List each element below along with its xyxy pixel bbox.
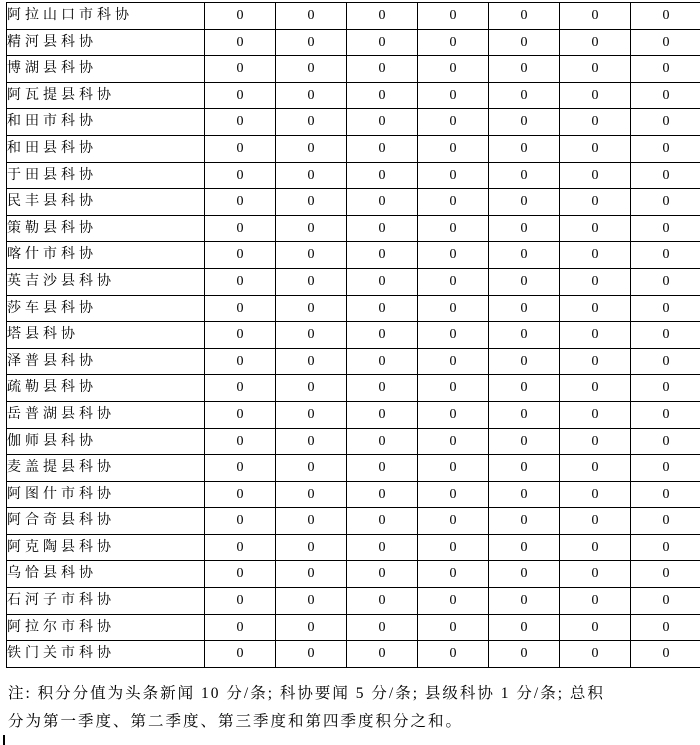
score-cell: 0 [347,162,418,189]
score-cell: 0 [560,561,631,588]
score-cell: 0 [560,534,631,561]
score-cell: 0 [631,348,700,375]
score-cell: 0 [560,215,631,242]
table-row [7,428,700,455]
org-name-cell: 铁门关市科协 [7,641,205,668]
score-cell: 0 [489,614,560,641]
org-name-cell: 喀什市科协 [7,242,205,269]
score-cell: 0 [418,162,489,189]
footnote-line-2: 分为第一季度、第二季度、第三季度和第四季度积分之和。 [8,713,464,730]
org-name-cell: 阿图什市科协 [7,481,205,508]
table-row [7,401,700,428]
score-cell: 0 [347,481,418,508]
table-row [7,109,700,136]
org-name-cell: 于田县科协 [7,162,205,189]
score-cell: 0 [418,588,489,615]
table-row [7,268,700,295]
score-cell: 0 [205,641,276,668]
score-cell: 0 [347,614,418,641]
score-cell: 0 [631,189,700,216]
score-cell: 0 [489,348,560,375]
score-cell: 0 [489,641,560,668]
score-cell: 0 [560,29,631,56]
score-cell: 0 [205,162,276,189]
score-cell: 0 [276,614,347,641]
score-cell: 0 [347,109,418,136]
table-row [7,588,700,615]
score-cell: 0 [347,29,418,56]
score-cell: 0 [418,56,489,83]
score-cell: 0 [489,135,560,162]
score-cell: 0 [347,3,418,30]
table-row [7,375,700,402]
score-cell: 0 [418,561,489,588]
score-cell: 0 [276,534,347,561]
org-name-cell: 疏勒县科协 [7,375,205,402]
footnote-line-1: 注: 积分分值为头条新闻 10 分/条; 科协要闻 5 分/条; 县级科协 1 分/条; 总积 [8,685,605,702]
score-cell: 0 [418,481,489,508]
score-cell: 0 [560,588,631,615]
org-name-cell: 乌恰县科协 [7,561,205,588]
score-cell: 0 [631,242,700,269]
score-cell: 0 [489,3,560,30]
score-cell: 0 [205,508,276,535]
table-row [7,455,700,482]
score-cell: 0 [418,534,489,561]
score-cell: 0 [276,428,347,455]
score-cell: 0 [489,375,560,402]
score-cell: 0 [489,56,560,83]
score-cell: 0 [347,561,418,588]
table-row [7,295,700,322]
org-name-cell: 精河县科协 [7,29,205,56]
score-cell: 0 [276,348,347,375]
score-cell: 0 [418,29,489,56]
score-cell: 0 [489,534,560,561]
score-cell: 0 [560,82,631,109]
score-cell: 0 [205,481,276,508]
score-cell: 0 [631,588,700,615]
score-cell: 0 [631,428,700,455]
score-cell: 0 [418,268,489,295]
score-cell: 0 [489,189,560,216]
org-name-cell: 策勒县科协 [7,215,205,242]
org-name-cell: 麦盖提县科协 [7,455,205,482]
score-cell: 0 [347,56,418,83]
score-cell: 0 [205,56,276,83]
score-cell: 0 [347,242,418,269]
score-cell: 0 [631,215,700,242]
score-cell: 0 [560,109,631,136]
score-cell: 0 [347,215,418,242]
table-row [7,641,700,668]
score-cell: 0 [560,481,631,508]
table-row [7,348,700,375]
score-cell: 0 [631,295,700,322]
score-cell: 0 [631,162,700,189]
score-cell: 0 [631,481,700,508]
score-cell: 0 [489,295,560,322]
score-cell: 0 [276,162,347,189]
score-cell: 0 [560,242,631,269]
table-row [7,82,700,109]
score-cell: 0 [276,82,347,109]
score-cell: 0 [205,375,276,402]
score-cell: 0 [205,428,276,455]
score-cell: 0 [560,322,631,349]
score-cell: 0 [205,135,276,162]
score-cell: 0 [418,295,489,322]
score-cell: 0 [560,295,631,322]
score-cell: 0 [347,322,418,349]
org-name-cell: 石河子市科协 [7,588,205,615]
org-name-cell: 阿合奇县科协 [7,508,205,535]
score-cell: 0 [489,322,560,349]
score-cell: 0 [418,455,489,482]
score-cell: 0 [205,268,276,295]
score-cell: 0 [205,109,276,136]
score-cell: 0 [631,3,700,30]
org-name-cell: 岳普湖县科协 [7,401,205,428]
score-cell: 0 [418,135,489,162]
score-cell: 0 [276,375,347,402]
table-row [7,215,700,242]
score-cell: 0 [418,401,489,428]
score-cell: 0 [631,29,700,56]
score-cell: 0 [418,614,489,641]
score-cell: 0 [631,455,700,482]
score-cell: 0 [560,375,631,402]
score-cell: 0 [276,641,347,668]
score-cell: 0 [560,401,631,428]
table-row [7,242,700,269]
org-name-cell: 塔县科协 [7,322,205,349]
org-name-cell: 阿拉尔市科协 [7,614,205,641]
org-name-cell: 阿拉山口市科协 [7,3,205,30]
table-row [7,614,700,641]
score-cell: 0 [205,189,276,216]
score-cell: 0 [347,508,418,535]
score-cell: 0 [631,82,700,109]
score-cell: 0 [347,428,418,455]
table-row [7,534,700,561]
score-cell: 0 [276,508,347,535]
score-cell: 0 [560,641,631,668]
score-cell: 0 [276,455,347,482]
score-cell: 0 [489,215,560,242]
score-cell: 0 [489,29,560,56]
score-cell: 0 [489,401,560,428]
score-cell: 0 [560,56,631,83]
score-table [6,2,700,668]
score-cell: 0 [347,534,418,561]
table-row [7,481,700,508]
score-cell: 0 [205,614,276,641]
score-cell: 0 [276,189,347,216]
score-cell: 0 [347,348,418,375]
score-cell: 0 [276,215,347,242]
score-cell: 0 [205,295,276,322]
score-cell: 0 [347,401,418,428]
score-cell: 0 [489,82,560,109]
score-cell: 0 [560,268,631,295]
score-cell: 0 [418,375,489,402]
score-cell: 0 [560,162,631,189]
score-cell: 0 [276,481,347,508]
score-cell: 0 [489,561,560,588]
org-name-cell: 博湖县科协 [7,56,205,83]
table-row [7,56,700,83]
score-cell: 0 [489,481,560,508]
score-cell: 0 [347,82,418,109]
org-name-cell: 和田县科协 [7,135,205,162]
score-cell: 0 [205,29,276,56]
footnote [8,680,696,736]
score-cell: 0 [560,428,631,455]
org-name-cell: 泽普县科协 [7,348,205,375]
org-name-cell: 英吉沙县科协 [7,268,205,295]
score-cell: 0 [489,455,560,482]
score-cell: 0 [347,455,418,482]
score-cell: 0 [276,3,347,30]
score-cell: 0 [205,348,276,375]
org-name-cell: 阿克陶县科协 [7,534,205,561]
table-row [7,162,700,189]
score-cell: 0 [418,189,489,216]
score-cell: 0 [631,401,700,428]
score-cell: 0 [418,109,489,136]
text-cursor [3,735,5,745]
score-cell: 0 [276,295,347,322]
score-cell: 0 [347,135,418,162]
score-cell: 0 [205,3,276,30]
org-name-cell: 民丰县科协 [7,189,205,216]
score-cell: 0 [418,508,489,535]
score-cell: 0 [489,508,560,535]
score-cell: 0 [276,561,347,588]
score-cell: 0 [418,322,489,349]
score-cell: 0 [347,189,418,216]
score-cell: 0 [347,641,418,668]
score-cell: 0 [276,109,347,136]
score-cell: 0 [418,428,489,455]
org-name-cell: 伽师县科协 [7,428,205,455]
table-row [7,3,700,30]
table-row [7,322,700,349]
score-cell: 0 [560,3,631,30]
score-cell: 0 [276,242,347,269]
score-cell: 0 [347,295,418,322]
score-cell: 0 [560,508,631,535]
score-cell: 0 [205,242,276,269]
score-cell: 0 [560,348,631,375]
score-cell: 0 [205,455,276,482]
table-row [7,561,700,588]
score-cell: 0 [205,534,276,561]
score-cell: 0 [560,135,631,162]
score-cell: 0 [276,135,347,162]
score-cell: 0 [418,242,489,269]
score-cell: 0 [489,242,560,269]
score-cell: 0 [418,348,489,375]
score-cell: 0 [631,322,700,349]
score-cell: 0 [489,162,560,189]
score-cell: 0 [205,561,276,588]
score-cell: 0 [631,614,700,641]
score-cell: 0 [631,561,700,588]
score-cell: 0 [347,268,418,295]
table-row [7,135,700,162]
table-row [7,508,700,535]
score-cell: 0 [347,375,418,402]
score-cell: 0 [489,109,560,136]
score-cell: 0 [631,109,700,136]
score-cell: 0 [276,268,347,295]
score-cell: 0 [276,588,347,615]
table-row [7,189,700,216]
score-cell: 0 [560,189,631,216]
score-cell: 0 [276,322,347,349]
score-cell: 0 [631,56,700,83]
score-cell: 0 [489,428,560,455]
score-cell: 0 [418,82,489,109]
score-cell: 0 [205,322,276,349]
score-cell: 0 [347,588,418,615]
score-cell: 0 [631,135,700,162]
score-table-body [7,3,700,668]
org-name-cell: 阿瓦提县科协 [7,82,205,109]
score-cell: 0 [631,375,700,402]
score-cell: 0 [489,588,560,615]
score-cell: 0 [560,455,631,482]
score-cell: 0 [418,3,489,30]
score-cell: 0 [631,534,700,561]
score-cell: 0 [560,614,631,641]
score-cell: 0 [205,401,276,428]
org-name-cell: 和田市科协 [7,109,205,136]
score-cell: 0 [631,641,700,668]
score-cell: 0 [205,588,276,615]
score-cell: 0 [205,215,276,242]
score-cell: 0 [418,641,489,668]
score-cell: 0 [631,268,700,295]
table-row [7,29,700,56]
score-cell: 0 [489,268,560,295]
score-cell: 0 [205,82,276,109]
score-cell: 0 [276,401,347,428]
score-cell: 0 [631,508,700,535]
score-cell: 0 [276,56,347,83]
score-cell: 0 [276,29,347,56]
org-name-cell: 莎车县科协 [7,295,205,322]
score-cell: 0 [418,215,489,242]
